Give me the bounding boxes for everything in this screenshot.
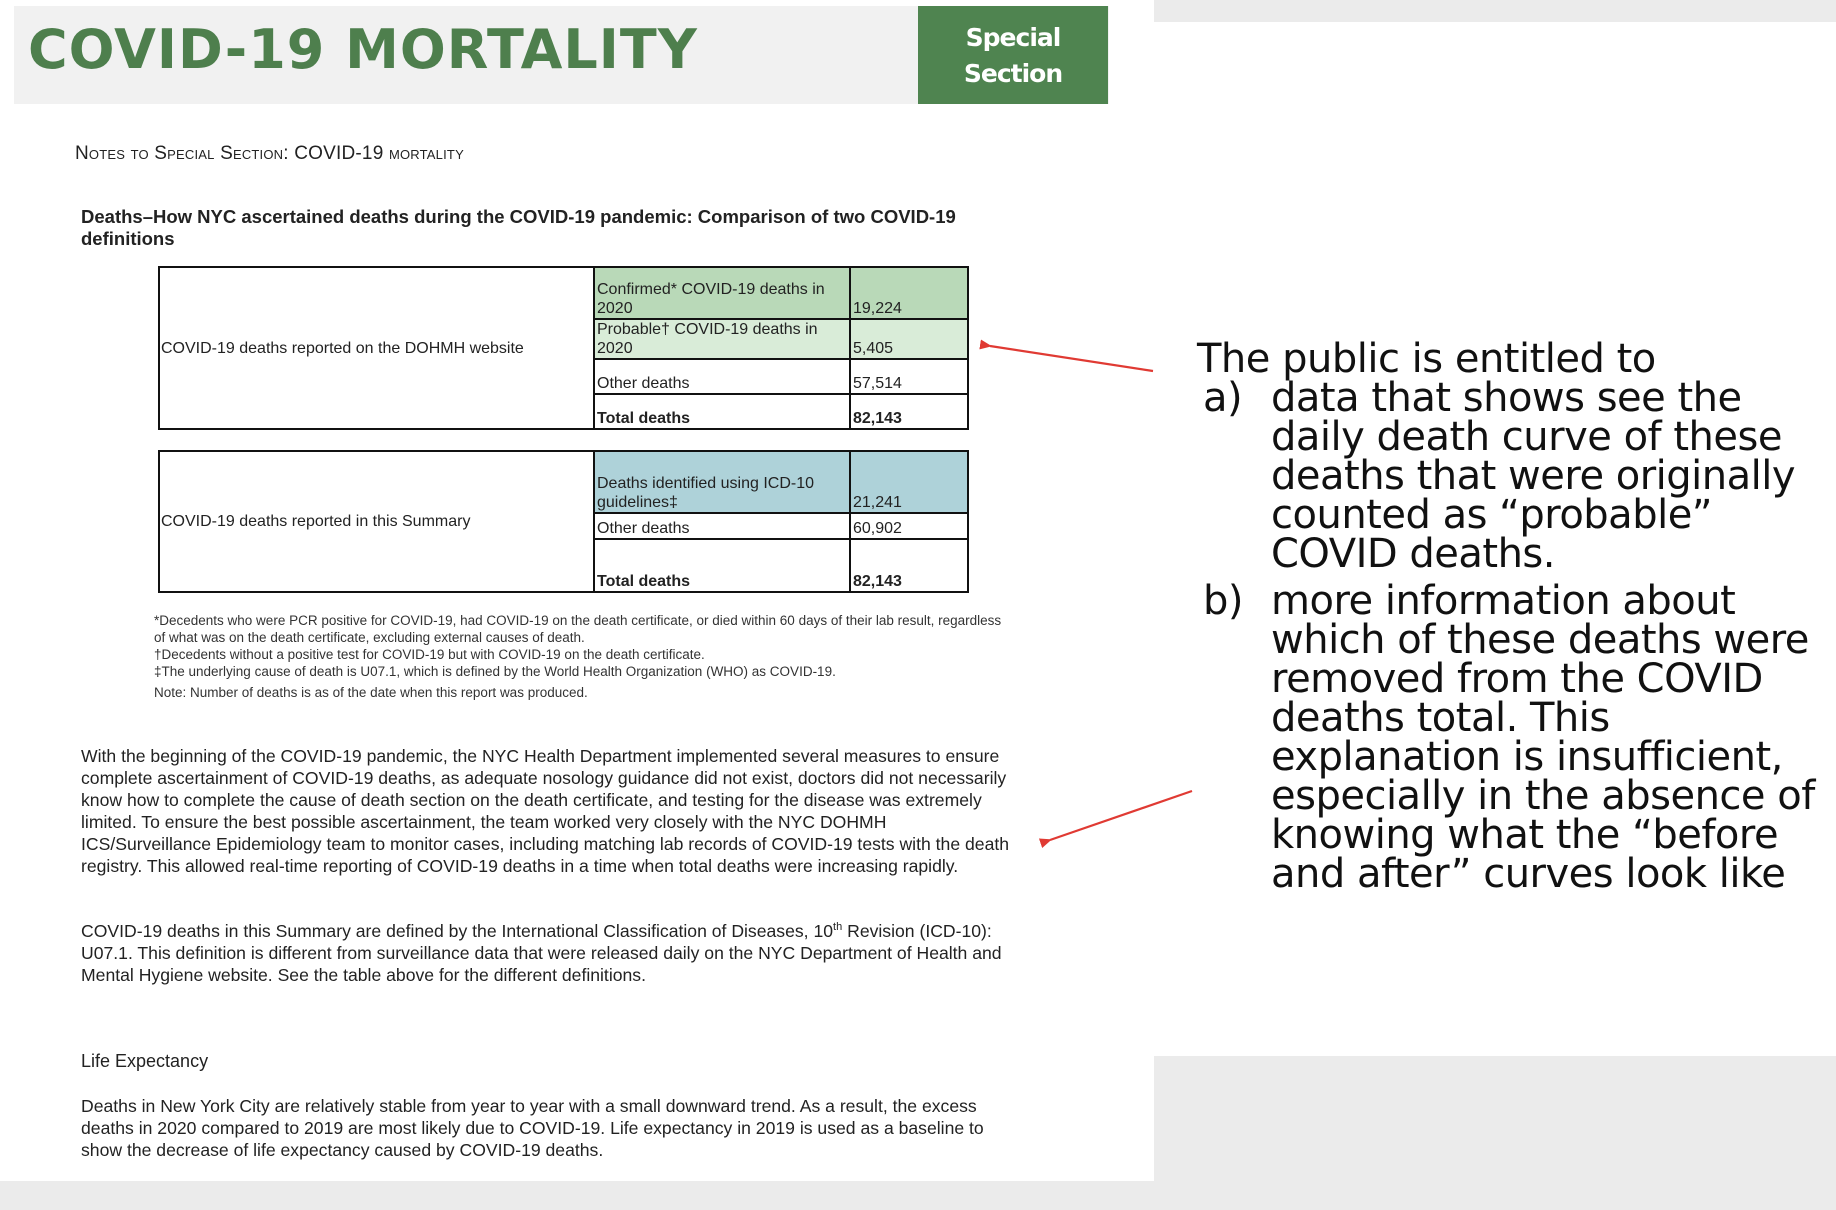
list-marker: b)	[1203, 578, 1243, 624]
table-cell-value: 60,902	[850, 513, 968, 539]
superscript: th	[833, 921, 843, 934]
arrow-to-paragraph	[1050, 791, 1192, 840]
footnote-confirmed: *Decedents who were PCR positive for COVID-19, had COVID-19 on the death certificate, or died within 60 days of their lab result, regardless of what was on the death certificate, excluding external causes of death.	[154, 613, 1002, 645]
list-item-text: more information about which of these deaths were removed from the COVID deaths total. This explanation is insufficient, especially in the absence of knowing what the “before and after” curves look like	[1271, 578, 1815, 897]
table-cell-value: 5,405	[850, 319, 968, 359]
table-cell-label: Total deaths	[594, 539, 850, 592]
table-cell-label: Deaths identified using ICD-10 guidelines‡	[594, 451, 850, 513]
badge-line-1: Special	[965, 23, 1061, 52]
table-cell-label: Probable† COVID-19 deaths in 2020	[594, 319, 850, 359]
annotation-text	[1197, 336, 1817, 897]
list-marker: a)	[1203, 375, 1243, 421]
table-cell-value: 57,514	[850, 359, 968, 394]
table-row-label: COVID-19 deaths reported on the DOHMH website	[159, 267, 594, 429]
table-cell-label: Confirmed* COVID-19 deaths in 2020	[594, 267, 850, 319]
paragraph-text: Revision (ICD-10): U07.1. This definition is different from surveillance data that were released daily on the NYC Department of Health and Mental Hygiene website. See the table above for the different definitions.	[81, 921, 1002, 985]
table-cell-value: 82,143	[850, 394, 968, 429]
table-cell-label: Other deaths	[594, 513, 850, 539]
table-cell-label: Total deaths	[594, 394, 850, 429]
footnote-probable: †Decedents without a positive test for COVID-19 but with COVID-19 on the death certificate.	[154, 647, 705, 662]
footnote-icd10: ‡The underlying cause of death is U07.1, which is defined by the World Health Organization (WHO) as COVID-19.	[154, 664, 836, 679]
table-caption: Deaths–How NYC ascertained deaths during the COVID-19 pandemic: Comparison of two COVID-19 definitions	[81, 206, 956, 249]
footnote-note: Note: Number of deaths is as of the date when this report was produced.	[154, 685, 588, 700]
table-row-label: COVID-19 deaths reported in this Summary	[159, 451, 594, 592]
annotation-item-a	[1197, 375, 1817, 577]
arrow-to-probable-row	[990, 346, 1153, 371]
annotation-item-b	[1197, 578, 1817, 897]
paragraph-ascertainment: With the beginning of the COVID-19 pandemic, the NYC Health Department implemented several measures to ensure complete ascertainment of COVID-19 deaths, as adequate nosology guidance did not exist, doctors did not necessarily know how to complete the cause of death section on the death certificate, and testing for the disease was extremely limited. To ensure the best possible ascertainment, the team worked very closely with the NYC DOHMH ICS/Surveillance Epidemiology team to monitor cases, including matching lab records of COVID-19 tests with the death registry. This allowed real-time reporting of COVID-19 deaths in a time when total deaths were increasing rapidly.	[81, 746, 1010, 876]
paragraph-text: COVID-19 deaths in this Summary are defined by the International Classification of Diseases, 10	[81, 921, 834, 941]
table-cell-value: 19,224	[850, 267, 968, 319]
badge-line-2: Section	[963, 59, 1063, 88]
table-cell-value: 21,241	[850, 451, 968, 513]
paragraph-life-expectancy: Deaths in New York City are relatively stable from year to year with a small downward trend. As a result, the excess deaths in 2020 compared to 2019 are most likely due to COVID-19. Life expectancy in 2019 is used as a baseline to show the decrease of life expectancy caused by COVID-19 deaths.	[81, 1096, 984, 1160]
table-cell-label: Other deaths	[594, 359, 850, 394]
annotation-intro: The public is entitled to	[1197, 336, 1656, 382]
life-expectancy-heading: Life Expectancy	[81, 1051, 209, 1071]
notes-heading: Notes to Special Section: COVID-19 mortality	[75, 143, 464, 164]
table-cell-value: 82,143	[850, 539, 968, 592]
page-title: COVID-19 MORTALITY	[28, 18, 698, 81]
list-item-text: data that shows see the daily death curve of these deaths that were originally counted as “probable” COVID deaths.	[1271, 375, 1796, 577]
